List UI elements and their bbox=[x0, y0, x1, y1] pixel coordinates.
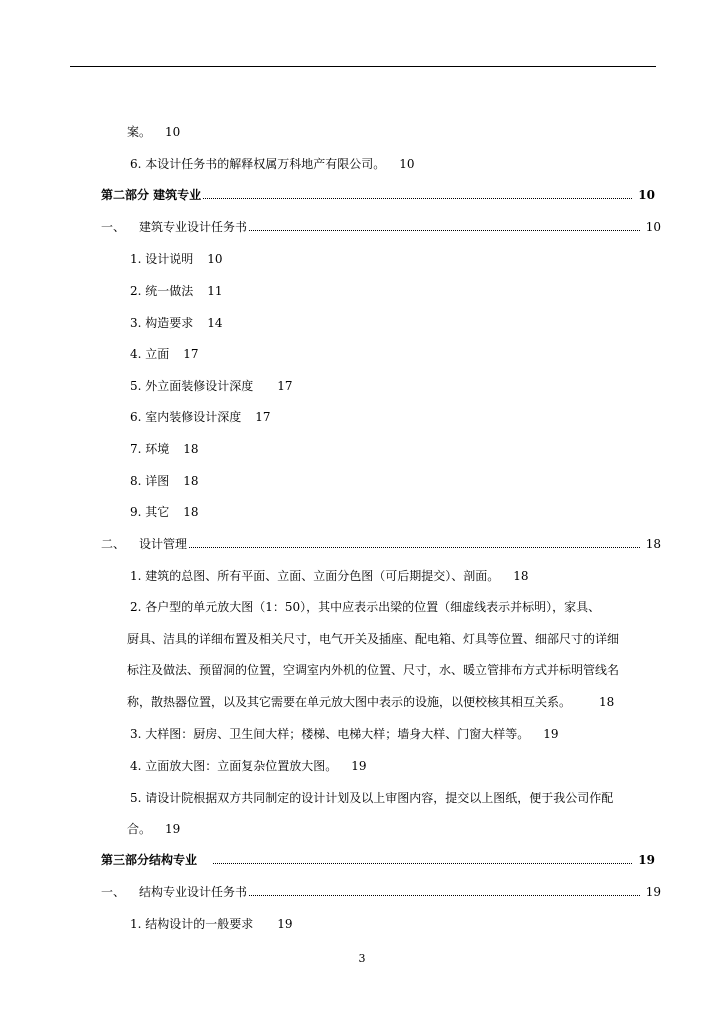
toc-line: 5. 外立面装修设计深度 17 bbox=[130, 379, 293, 393]
toc-line: 称，散热器位置，以及其它需要在单元放大图中表示的设施，以便校核其相互关系。 18 bbox=[127, 695, 615, 709]
dot-leader bbox=[213, 863, 632, 864]
toc-line: 1. 结构设计的一般要求 19 bbox=[130, 917, 293, 931]
toc-line: 案。 10 bbox=[127, 125, 181, 139]
toc-line: 4. 立面 17 bbox=[130, 347, 199, 361]
page-number: 3 bbox=[358, 952, 366, 965]
toc-line: 1. 建筑的总图、所有平面、立面、立面分色图（可后期提交）、剖面。 18 bbox=[130, 569, 529, 583]
toc-section-heading[interactable]: 一、 结构专业设计任务书 19 bbox=[101, 885, 661, 899]
toc-line: 2. 统一做法 11 bbox=[130, 284, 223, 298]
dot-leader bbox=[203, 198, 632, 199]
toc-line: 合。 19 bbox=[127, 822, 181, 836]
toc-line: 8. 详图 18 bbox=[130, 474, 199, 488]
dot-leader bbox=[249, 895, 640, 896]
toc-line: 厨具、洁具的详细布置及相关尺寸，电气开关及插座、配电箱、灯具等位置、细部尺寸的详细 bbox=[127, 632, 620, 646]
toc-line: 1. 设计说明 10 bbox=[130, 252, 223, 266]
toc-line: 6. 本设计任务书的解释权属万科地产有限公司。 10 bbox=[130, 157, 415, 171]
toc-line: 标注及做法、预留洞的位置，空调室内外机的位置、尺寸，水、暖立管排布方式并标明管线名 bbox=[127, 663, 620, 677]
dot-leader bbox=[249, 230, 640, 231]
toc-line: 7. 环境 18 bbox=[130, 442, 199, 456]
toc-line: 3. 构造要求 14 bbox=[130, 316, 223, 330]
header-rule bbox=[70, 66, 656, 67]
toc-section-heading[interactable]: 一、 建筑专业设计任务书 10 bbox=[101, 220, 661, 234]
toc-line: 5. 请设计院根据双方共同制定的设计计划及以上审图内容，提交以上图纸，便于我公司作配 bbox=[130, 791, 614, 805]
dot-leader bbox=[189, 547, 640, 548]
toc-line: 9. 其它 18 bbox=[130, 505, 199, 519]
toc-part-heading[interactable]: 第三部分结构专业 19 bbox=[101, 853, 655, 867]
toc-line: 4. 立面放大图：立面复杂位置放大图。 19 bbox=[130, 759, 367, 773]
toc-line: 2. 各户型的单元放大图（1：50），其中应表示出梁的位置（细虚线表示并标明），家具、 bbox=[130, 600, 601, 614]
toc-line: 6. 室内装修设计深度 17 bbox=[130, 410, 271, 424]
toc-line: 3. 大样图：厨房、卫生间大样；楼梯、电梯大样；墙身大样、门窗大样等。 19 bbox=[130, 727, 559, 741]
toc-section-heading[interactable]: 二、 设计管理 18 bbox=[101, 537, 661, 551]
toc-part-heading[interactable]: 第二部分 建筑专业 10 bbox=[101, 188, 655, 202]
